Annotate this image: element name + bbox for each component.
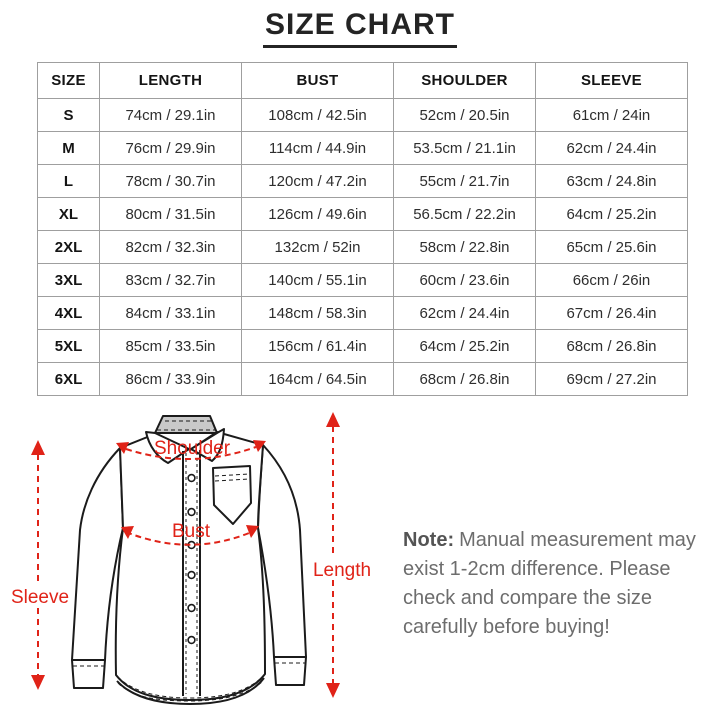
measurement-cell: 148cm / 58.3in: [242, 297, 394, 330]
shirt-measurement-diagram: [0, 390, 390, 720]
measurement-cell: 52cm / 20.5in: [394, 99, 536, 132]
note-label: Note:: [403, 529, 455, 551]
right-cuff: [274, 657, 306, 685]
button: [188, 637, 195, 644]
measurement-cell: 76cm / 29.9in: [100, 132, 242, 165]
size-cell: 5XL: [38, 330, 100, 363]
measurement-cell: 62cm / 24.4in: [394, 297, 536, 330]
header-row: [38, 63, 688, 99]
length-arrowhead-down: [326, 683, 340, 698]
table-row: [38, 99, 688, 132]
measurement-cell: 64cm / 25.2in: [536, 198, 688, 231]
sleeve-arrowhead-down: [31, 675, 45, 690]
length-label: Length: [312, 560, 372, 581]
button: [188, 475, 195, 482]
table-row: [38, 264, 688, 297]
size-table: [37, 62, 688, 396]
col-header-bust: BUST: [242, 63, 394, 99]
measurement-cell: 164cm / 64.5in: [242, 363, 394, 396]
measurement-cell: 80cm / 31.5in: [100, 198, 242, 231]
size-cell: XL: [38, 198, 100, 231]
note-block: [403, 526, 713, 642]
measurement-cell: 132cm / 52in: [242, 231, 394, 264]
measurement-cell: 69cm / 27.2in: [536, 363, 688, 396]
measurement-cell: 126cm / 49.6in: [242, 198, 394, 231]
measurement-cell: 66cm / 26in: [536, 264, 688, 297]
measurement-cell: 53.5cm / 21.1in: [394, 132, 536, 165]
button: [188, 572, 195, 579]
measurement-cell: 83cm / 32.7in: [100, 264, 242, 297]
measurement-cell: 63cm / 24.8in: [536, 165, 688, 198]
size-cell: S: [38, 99, 100, 132]
measurement-cell: 84cm / 33.1in: [100, 297, 242, 330]
measurement-cell: 140cm / 55.1in: [242, 264, 394, 297]
bust-label: Bust: [171, 521, 211, 542]
button: [188, 605, 195, 612]
button: [188, 509, 195, 516]
title-wrap: [0, 8, 720, 48]
measurement-cell: 55cm / 21.7in: [394, 165, 536, 198]
measurement-cell: 120cm / 47.2in: [242, 165, 394, 198]
table-row: [38, 297, 688, 330]
measurement-cell: 156cm / 61.4in: [242, 330, 394, 363]
measurement-cell: 56.5cm / 22.2in: [394, 198, 536, 231]
table-row: [38, 132, 688, 165]
measurement-cell: 74cm / 29.1in: [100, 99, 242, 132]
measurement-cell: 82cm / 32.3in: [100, 231, 242, 264]
size-cell: L: [38, 165, 100, 198]
col-header-size: SIZE: [38, 63, 100, 99]
table-row: [38, 330, 688, 363]
col-header-length: LENGTH: [100, 63, 242, 99]
size-cell: 6XL: [38, 363, 100, 396]
col-header-shoulder: SHOULDER: [394, 63, 536, 99]
size-cell: M: [38, 132, 100, 165]
shoulder-label: Shoulder: [153, 438, 231, 459]
col-header-sleeve: SLEEVE: [536, 63, 688, 99]
measurement-cell: 78cm / 30.7in: [100, 165, 242, 198]
left-cuff: [72, 660, 105, 688]
measurement-cell: 61cm / 24in: [536, 99, 688, 132]
size-cell: 4XL: [38, 297, 100, 330]
page-title: SIZE CHART: [263, 8, 457, 48]
table-row: [38, 165, 688, 198]
measurement-cell: 65cm / 25.6in: [536, 231, 688, 264]
size-cell: 2XL: [38, 231, 100, 264]
measurement-cell: 60cm / 23.6in: [394, 264, 536, 297]
measurement-cell: 64cm / 25.2in: [394, 330, 536, 363]
measurement-cell: 86cm / 33.9in: [100, 363, 242, 396]
length-arrowhead-up: [326, 412, 340, 427]
measurement-cell: 67cm / 26.4in: [536, 297, 688, 330]
table-row: [38, 198, 688, 231]
measurement-cell: 68cm / 26.8in: [536, 330, 688, 363]
size-table-body: [38, 99, 688, 396]
measurement-cell: 85cm / 33.5in: [100, 330, 242, 363]
note-text: Manual measurement may exist 1-2cm difference. Please check and compare the size carefully before buying!: [403, 529, 696, 638]
measurement-cell: 108cm / 42.5in: [242, 99, 394, 132]
measurement-cell: 62cm / 24.4in: [536, 132, 688, 165]
sleeve-label: Sleeve: [10, 587, 70, 608]
measurement-cell: 58cm / 22.8in: [394, 231, 536, 264]
table-row: [38, 231, 688, 264]
size-cell: 3XL: [38, 264, 100, 297]
measurement-cell: 114cm / 44.9in: [242, 132, 394, 165]
size-table-header: [38, 63, 688, 99]
measurement-cell: 68cm / 26.8in: [394, 363, 536, 396]
sleeve-arrowhead-up: [31, 440, 45, 455]
